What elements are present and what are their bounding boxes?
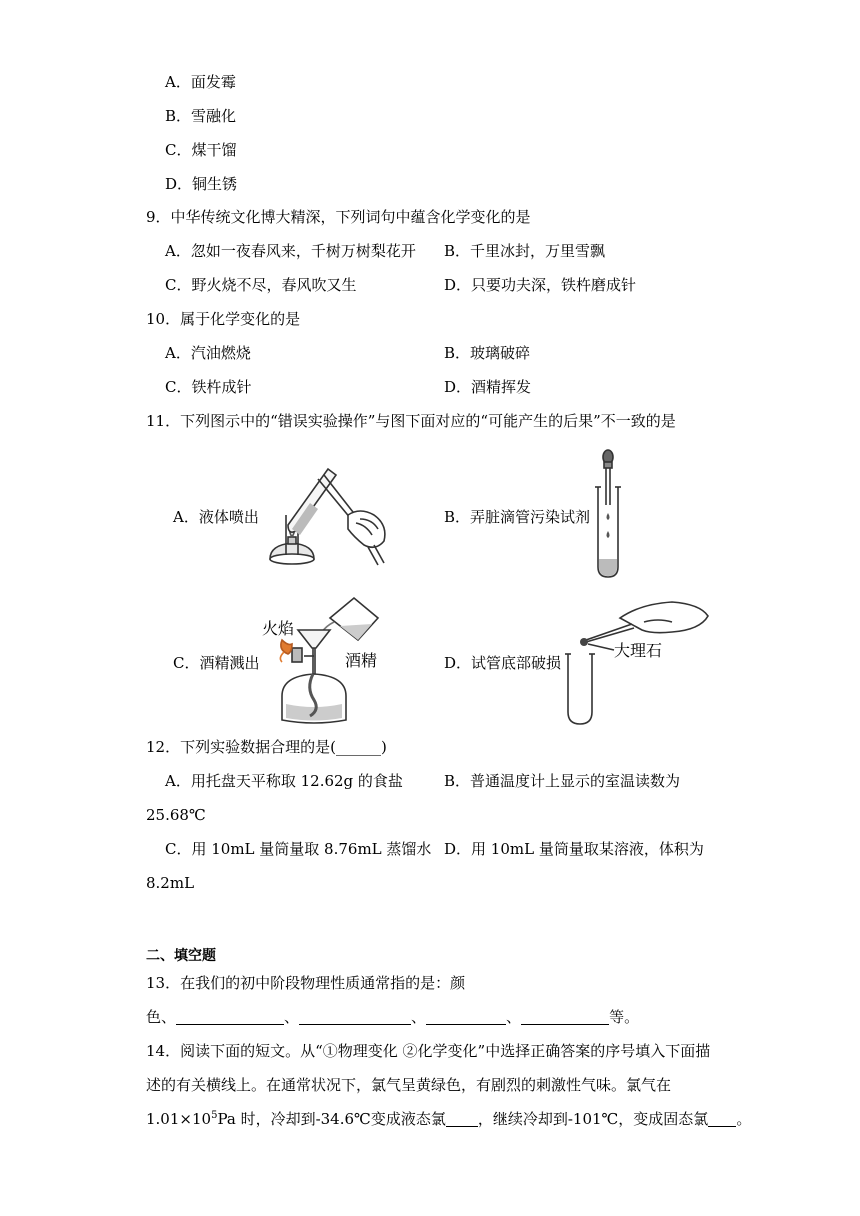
q8-option-a: A．面发霉: [165, 73, 236, 91]
q8-option-b: B．雪融化: [165, 107, 237, 125]
q12-option-b-continued: 25.68℃: [146, 806, 206, 824]
q14-line-3: [146, 1109, 751, 1129]
q14-blank-1[interactable]: [446, 1110, 478, 1127]
q9-option-c: C．野火烧不尽，春风吹又生: [165, 276, 357, 294]
q13-end: 等。: [609, 1008, 640, 1026]
q13-blank-1[interactable]: [176, 1008, 284, 1025]
q13-blank-2[interactable]: [299, 1008, 411, 1025]
q10-stem: 10．属于化学变化的是: [146, 310, 301, 328]
q13-blanks-line: [146, 1007, 639, 1027]
figure-b-dropper-tube: [588, 447, 628, 583]
q12-option-c: C．用 10mL 量筒量取 8.76mL 蒸馏水: [165, 840, 432, 858]
q10-option-c: C．铁杵成针: [165, 378, 252, 396]
q8-option-c: C．煤干馏: [165, 141, 237, 159]
q12-option-d-continued: 8.2mL: [146, 874, 195, 892]
q9-option-b: B．千里冰封，万里雪飘: [444, 242, 606, 260]
q10-option-a: A．汽油燃烧: [165, 344, 251, 362]
q13-cont-start: 色、: [146, 1008, 177, 1026]
q14-pressure: 1.01×10: [146, 1110, 212, 1128]
q14-line-2: 述的有关横线上。在通常状况下，氯气呈黄绿色，有剧烈的刺激性气味。氯气在: [146, 1076, 672, 1094]
figure-a-heating-tube: [256, 455, 404, 573]
q9-option-a: A．忽如一夜春风来，千树万树梨花开: [165, 242, 416, 260]
q10-option-b: B．玻璃破碎: [444, 344, 531, 362]
q14-blank-2[interactable]: [708, 1110, 736, 1127]
q14-exponent: 5: [211, 1110, 218, 1121]
q12-stem: 12．下列实验数据合理的是(______): [146, 738, 387, 756]
q13-blank-3[interactable]: [426, 1008, 506, 1025]
figure-d-marble-tube: [560, 600, 710, 728]
figure-c-alcohol-lamp: [258, 596, 384, 728]
q14-text-a: Pa 时，冷却到-34.6℃变成液态氯: [217, 1110, 446, 1128]
q11-option-b: B．弄脏滴管污染试剂: [444, 508, 591, 526]
q12-option-a: A．用托盘天平称取 12.62g 的食盐: [165, 772, 403, 790]
q10-option-d: D．酒精挥发: [444, 378, 532, 396]
q9-option-d: D．只要功夫深，铁杵磨成针: [444, 276, 637, 294]
q13-sep-1: 、: [284, 1008, 300, 1026]
q12-option-b: B．普通温度计上显示的室温读数为: [444, 772, 681, 790]
q13-stem: 13．在我们的初中阶段物理性质通常指的是：颜: [146, 974, 466, 992]
q14-line-1: 14．阅读下面的短文。从“①物理变化 ②化学变化”中选择正确答案的序号填入下面描: [146, 1042, 711, 1060]
figure-c-alcohol-label: 酒精: [345, 651, 378, 670]
q13-sep-2: 、: [411, 1008, 427, 1026]
q14-text-b: ，继续冷却到-101℃，变成固态氯: [477, 1110, 709, 1128]
q11-option-d: D．试管底部破损: [444, 654, 562, 672]
q11-stem: 11．下列图示中的“错误实验操作”与图下面对应的“可能产生的后果”不一致的是: [146, 412, 676, 430]
q11-option-c: C．酒精溅出: [173, 654, 260, 672]
q13-sep-3: 、: [506, 1008, 522, 1026]
figure-d-marble-label: 大理石: [614, 641, 663, 660]
q9-stem: 9．中华传统文化博大精深，下列词句中蕴含化学变化的是: [146, 208, 531, 226]
q8-option-d: D．铜生锈: [165, 175, 238, 193]
q11-option-a: A．液体喷出: [173, 508, 259, 526]
section-title: 二、填空题: [146, 948, 216, 964]
q13-blank-4[interactable]: [521, 1008, 609, 1025]
figure-c-flame-label: 火焰: [262, 619, 295, 638]
q14-end: 。: [736, 1110, 752, 1128]
q12-option-d: D．用 10mL 量筒量取某溶液，体积为: [444, 840, 704, 858]
